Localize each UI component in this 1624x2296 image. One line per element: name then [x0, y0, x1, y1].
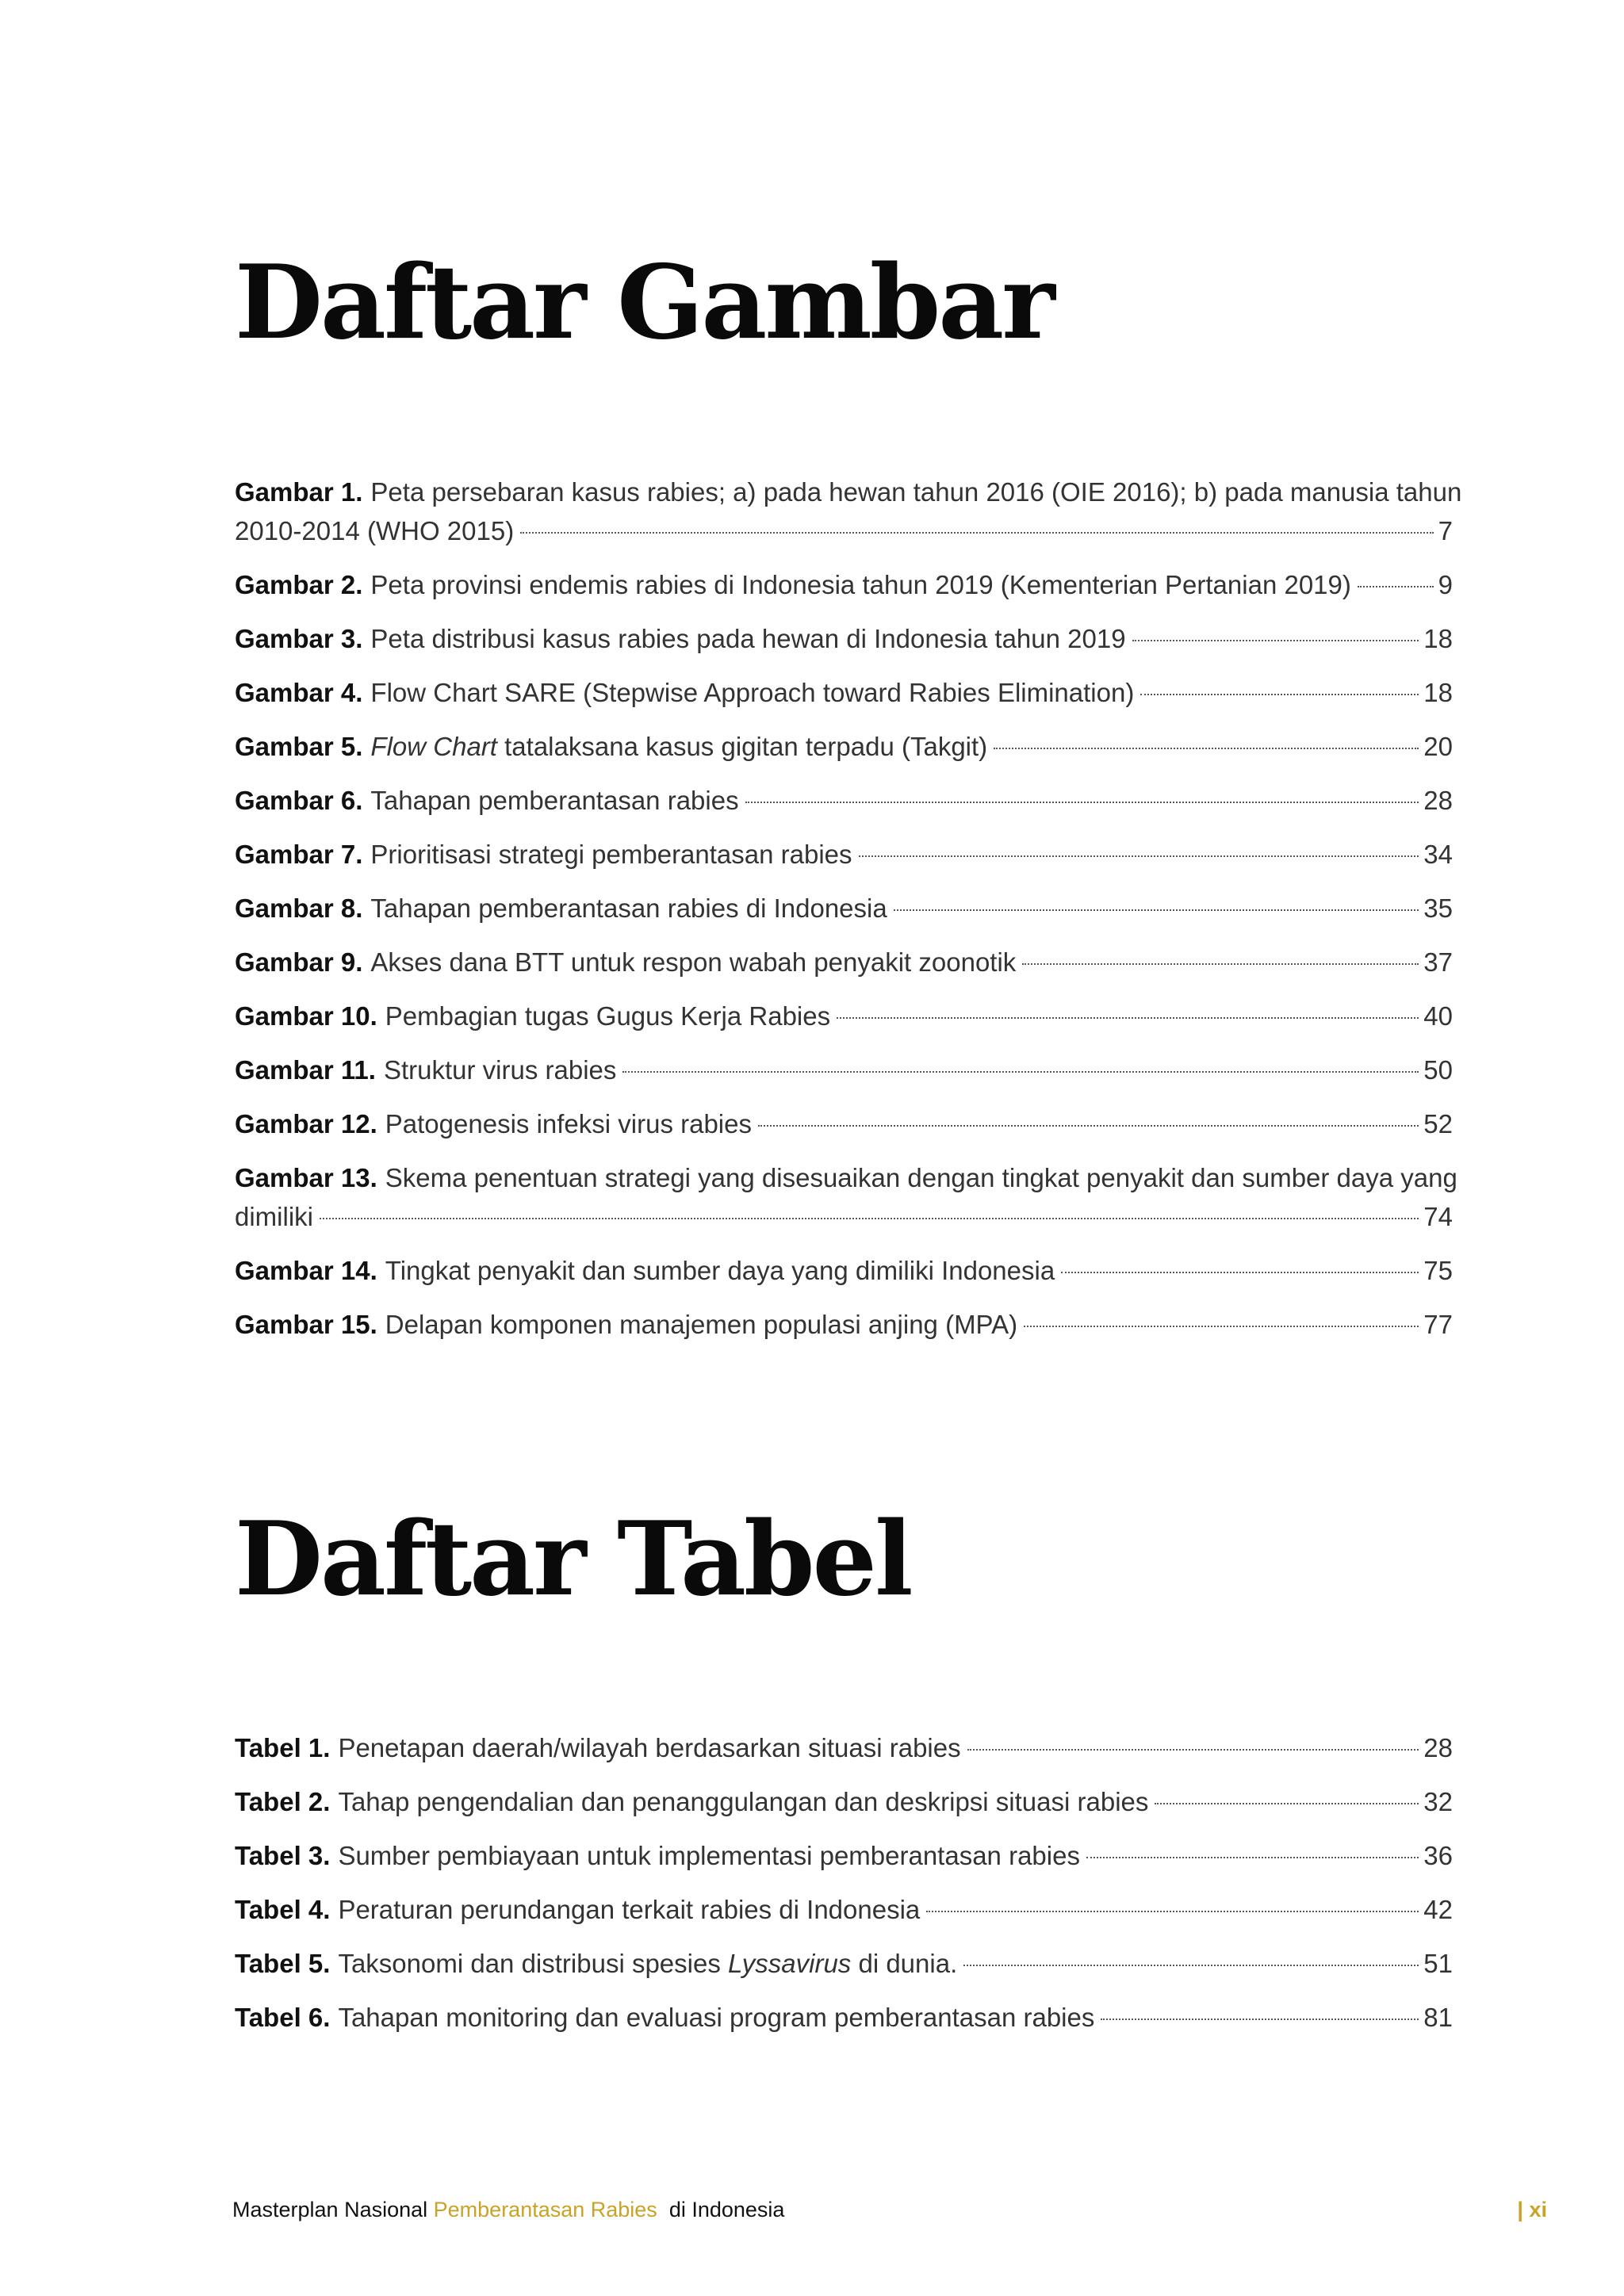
table-entry-label: Tabel 6.	[235, 2003, 331, 2032]
figure-entry-row	[235, 727, 1453, 766]
figure-entry-row	[235, 781, 1453, 820]
footer-title-prefix: Masterplan Nasional	[232, 2198, 434, 2221]
figure-entry[interactable]	[235, 1305, 1453, 1344]
figure-entry-title: Flow Chart SARE (Stepwise Approach toward Rabies Elimination)	[370, 678, 1135, 707]
figure-entry-page-number: 28	[1423, 786, 1453, 815]
figure-entry-first-line	[235, 1158, 1457, 1197]
figure-entry-label: Gambar 8.	[235, 894, 363, 923]
table-entry[interactable]	[235, 1890, 1453, 1929]
figure-entry-page-number: 77	[1423, 1310, 1453, 1339]
figure-entry[interactable]	[235, 835, 1453, 874]
dot-leader	[745, 802, 1419, 803]
table-entry-title	[338, 1944, 957, 1983]
figure-entry-label: Gambar 2.	[235, 570, 363, 599]
figure-entry[interactable]	[235, 619, 1453, 658]
figure-entry-title: Tahapan pemberantasan rabies	[370, 786, 739, 815]
figure-entry-title-line1: Skema penentuan strategi yang disesuaikan dengan tingkat penyakit dan sumber daya yang	[385, 1163, 1457, 1192]
figure-entry-row	[235, 997, 1453, 1035]
footer-page-number: | xi	[1517, 2198, 1547, 2221]
figure-entry-title: Peta distribusi kasus rabies pada hewan di Indonesia tahun 2019	[370, 624, 1126, 653]
figure-entry-row	[235, 1050, 1453, 1089]
figure-entry-row	[235, 1251, 1453, 1290]
figure-entry[interactable]	[235, 1251, 1453, 1290]
figure-entry[interactable]	[235, 997, 1453, 1035]
footer-title-suffix: di Indonesia	[657, 2198, 785, 2221]
figure-entry-label: Gambar 9.	[235, 947, 363, 977]
figure-entry-label: Gambar 13.	[235, 1163, 377, 1192]
figure-entry-label: Gambar 4.	[235, 678, 363, 707]
figure-entry-title	[370, 727, 987, 766]
dot-leader	[1132, 640, 1419, 641]
table-entry[interactable]	[235, 1836, 1453, 1875]
figure-entry-label: Gambar 1.	[235, 477, 363, 507]
figure-entry[interactable]	[235, 1158, 1457, 1236]
figure-entry[interactable]	[235, 1050, 1453, 1089]
figure-entry-page-number: 52	[1423, 1109, 1453, 1138]
figure-entry-title: Struktur virus rabies	[383, 1055, 617, 1085]
dot-leader	[320, 1218, 1419, 1219]
figure-entry-row	[235, 511, 1453, 550]
table-entry-label: Tabel 1.	[235, 1733, 331, 1762]
daftar-tabel-heading: Daftar Tabel	[235, 1500, 911, 1619]
table-entry-row	[235, 1890, 1453, 1929]
figure-entry-title: Delapan komponen manajemen populasi anjing (MPA)	[385, 1310, 1018, 1339]
figure-entry-title: Patogenesis infeksi virus rabies	[385, 1109, 752, 1138]
dot-leader	[1101, 2019, 1419, 2020]
figure-entry[interactable]	[235, 943, 1453, 982]
table-entry-label: Tabel 2.	[235, 1787, 331, 1816]
figure-entry-label: Gambar 10.	[235, 1001, 377, 1031]
figure-entry-title: Tingkat penyakit dan sumber daya yang dimiliki Indonesia	[385, 1256, 1055, 1285]
figure-entry-row	[235, 619, 1453, 658]
table-entry-label: Tabel 4.	[235, 1895, 331, 1924]
figure-entry-title: Pembagian tugas Gugus Kerja Rabies	[385, 1001, 831, 1031]
table-entry-title: Peraturan perundangan terkait rabies di Indonesia	[338, 1895, 921, 1924]
dot-leader	[520, 532, 1433, 534]
daftar-gambar-heading: Daftar Gambar	[235, 243, 1053, 362]
dot-leader	[1024, 1326, 1419, 1327]
figure-entry-label: Gambar 6.	[235, 786, 363, 815]
dot-leader	[1155, 1803, 1419, 1804]
figure-entry-page-number: 35	[1423, 894, 1453, 923]
table-entry-title: Sumber pembiayaan untuk implementasi pemberantasan rabies	[338, 1841, 1080, 1870]
figure-list	[235, 473, 1462, 1359]
figure-entry-page-number: 37	[1423, 947, 1453, 977]
table-entry-page-number: 42	[1423, 1895, 1453, 1924]
figure-entry-title-line1: Peta persebaran kasus rabies; a) pada hewan tahun 2016 (OIE 2016); b) pada manusia tahun	[370, 477, 1462, 507]
figure-entry[interactable]	[235, 1104, 1453, 1143]
figure-entry[interactable]	[235, 473, 1462, 550]
figure-entry-page-number: 18	[1423, 678, 1453, 707]
table-entry-page-number: 32	[1423, 1787, 1453, 1816]
table-entry-label: Tabel 5.	[235, 1949, 331, 1978]
dot-leader	[859, 855, 1419, 857]
dot-leader	[994, 748, 1419, 749]
figure-entry-row	[235, 889, 1453, 928]
table-entry-row	[235, 1998, 1453, 2037]
figure-entry-title: Tahapan pemberantasan rabies di Indonesia	[370, 894, 887, 923]
figure-entry[interactable]	[235, 673, 1453, 712]
figure-entry-page-number: 50	[1423, 1055, 1453, 1085]
figure-entry-page-number: 75	[1423, 1256, 1453, 1285]
table-entry-page-number: 36	[1423, 1841, 1453, 1870]
table-entry-title: Tahap pengendalian dan penanggulangan dan deskripsi situasi rabies	[338, 1787, 1149, 1816]
dot-leader	[1022, 963, 1419, 965]
figure-entry-row	[235, 565, 1453, 604]
table-entry-page-number: 51	[1423, 1949, 1453, 1978]
figure-entry-row	[235, 1104, 1453, 1143]
dot-leader	[894, 909, 1419, 911]
dot-leader	[622, 1071, 1419, 1073]
figure-entry-page-number: 7	[1438, 516, 1453, 545]
table-entry[interactable]	[235, 1728, 1453, 1767]
figure-entry-label: Gambar 7.	[235, 840, 363, 869]
dot-leader	[837, 1017, 1419, 1019]
table-entry[interactable]	[235, 1998, 1453, 2037]
table-entry-title-end: di dunia.	[851, 1949, 958, 1978]
figure-entry-title-italic: Flow Chart	[370, 732, 497, 761]
table-entry-row	[235, 1944, 1453, 1983]
table-entry-row	[235, 1728, 1453, 1767]
table-entry-page-number: 81	[1423, 2003, 1453, 2032]
figure-entry-row	[235, 835, 1453, 874]
table-entry-title: Penetapan daerah/wilayah berdasarkan situasi rabies	[338, 1733, 961, 1762]
page-footer	[232, 2198, 1555, 2222]
dot-leader	[967, 1749, 1419, 1751]
table-entry[interactable]	[235, 1944, 1453, 1983]
table-entry-title: Tahapan monitoring dan evaluasi program pemberantasan rabies	[338, 2003, 1095, 2032]
figure-entry-page-number: 74	[1423, 1202, 1453, 1231]
dot-leader	[1140, 694, 1419, 695]
figure-entry[interactable]	[235, 889, 1453, 928]
table-entry-title-start: Taksonomi dan distribusi spesies	[338, 1949, 729, 1978]
table-entry-title-italic: Lyssavirus	[728, 1949, 852, 1978]
dot-leader	[1358, 586, 1434, 587]
figure-entry-label: Gambar 12.	[235, 1109, 377, 1138]
table-entry-row	[235, 1782, 1453, 1821]
figure-entry[interactable]	[235, 781, 1453, 820]
figure-entry[interactable]	[235, 565, 1453, 604]
table-entry[interactable]	[235, 1782, 1453, 1821]
figure-entry-page-number: 9	[1438, 570, 1453, 599]
figure-entry-label: Gambar 5.	[235, 732, 363, 761]
figure-entry-title: Akses dana BTT untuk respon wabah penyakit zoonotik	[370, 947, 1017, 977]
figure-entry-label: Gambar 14.	[235, 1256, 377, 1285]
table-entry-page-number: 28	[1423, 1733, 1453, 1762]
figure-entry-label: Gambar 15.	[235, 1310, 377, 1339]
dot-leader	[1086, 1857, 1419, 1858]
figure-entry-row	[235, 1197, 1453, 1236]
table-list	[235, 1728, 1453, 2052]
figure-entry-label: Gambar 3.	[235, 624, 363, 653]
figure-entry-page-number: 20	[1423, 732, 1453, 761]
table-entry-label: Tabel 3.	[235, 1841, 331, 1870]
table-entry-row	[235, 1836, 1453, 1875]
figure-entry-title-rest: tatalaksana kasus gigitan terpadu (Takgit)	[496, 732, 988, 761]
dot-leader	[758, 1125, 1419, 1127]
dot-leader	[1061, 1272, 1419, 1273]
figure-entry-row	[235, 943, 1453, 982]
figure-entry-title: 2010-2014 (WHO 2015)	[235, 516, 515, 545]
figure-entry-row	[235, 673, 1453, 712]
figure-entry-title: Peta provinsi endemis rabies di Indonesia tahun 2019 (Kementerian Pertanian 2019)	[370, 570, 1351, 599]
figure-entry-page-number: 18	[1423, 624, 1453, 653]
figure-entry-title: Prioritisasi strategi pemberantasan rabies	[370, 840, 852, 869]
figure-entry-page-number: 34	[1423, 840, 1453, 869]
figure-entry-title: dimiliki	[235, 1202, 313, 1231]
figure-entry-label: Gambar 11.	[235, 1055, 376, 1085]
dot-leader	[926, 1911, 1419, 1912]
footer-title-accent: Pemberantasan Rabies	[433, 2198, 657, 2221]
figure-entry[interactable]	[235, 727, 1453, 766]
figure-entry-row	[235, 1305, 1453, 1344]
dot-leader	[963, 1965, 1419, 1966]
figure-entry-page-number: 40	[1423, 1001, 1453, 1031]
figure-entry-first-line	[235, 473, 1462, 511]
